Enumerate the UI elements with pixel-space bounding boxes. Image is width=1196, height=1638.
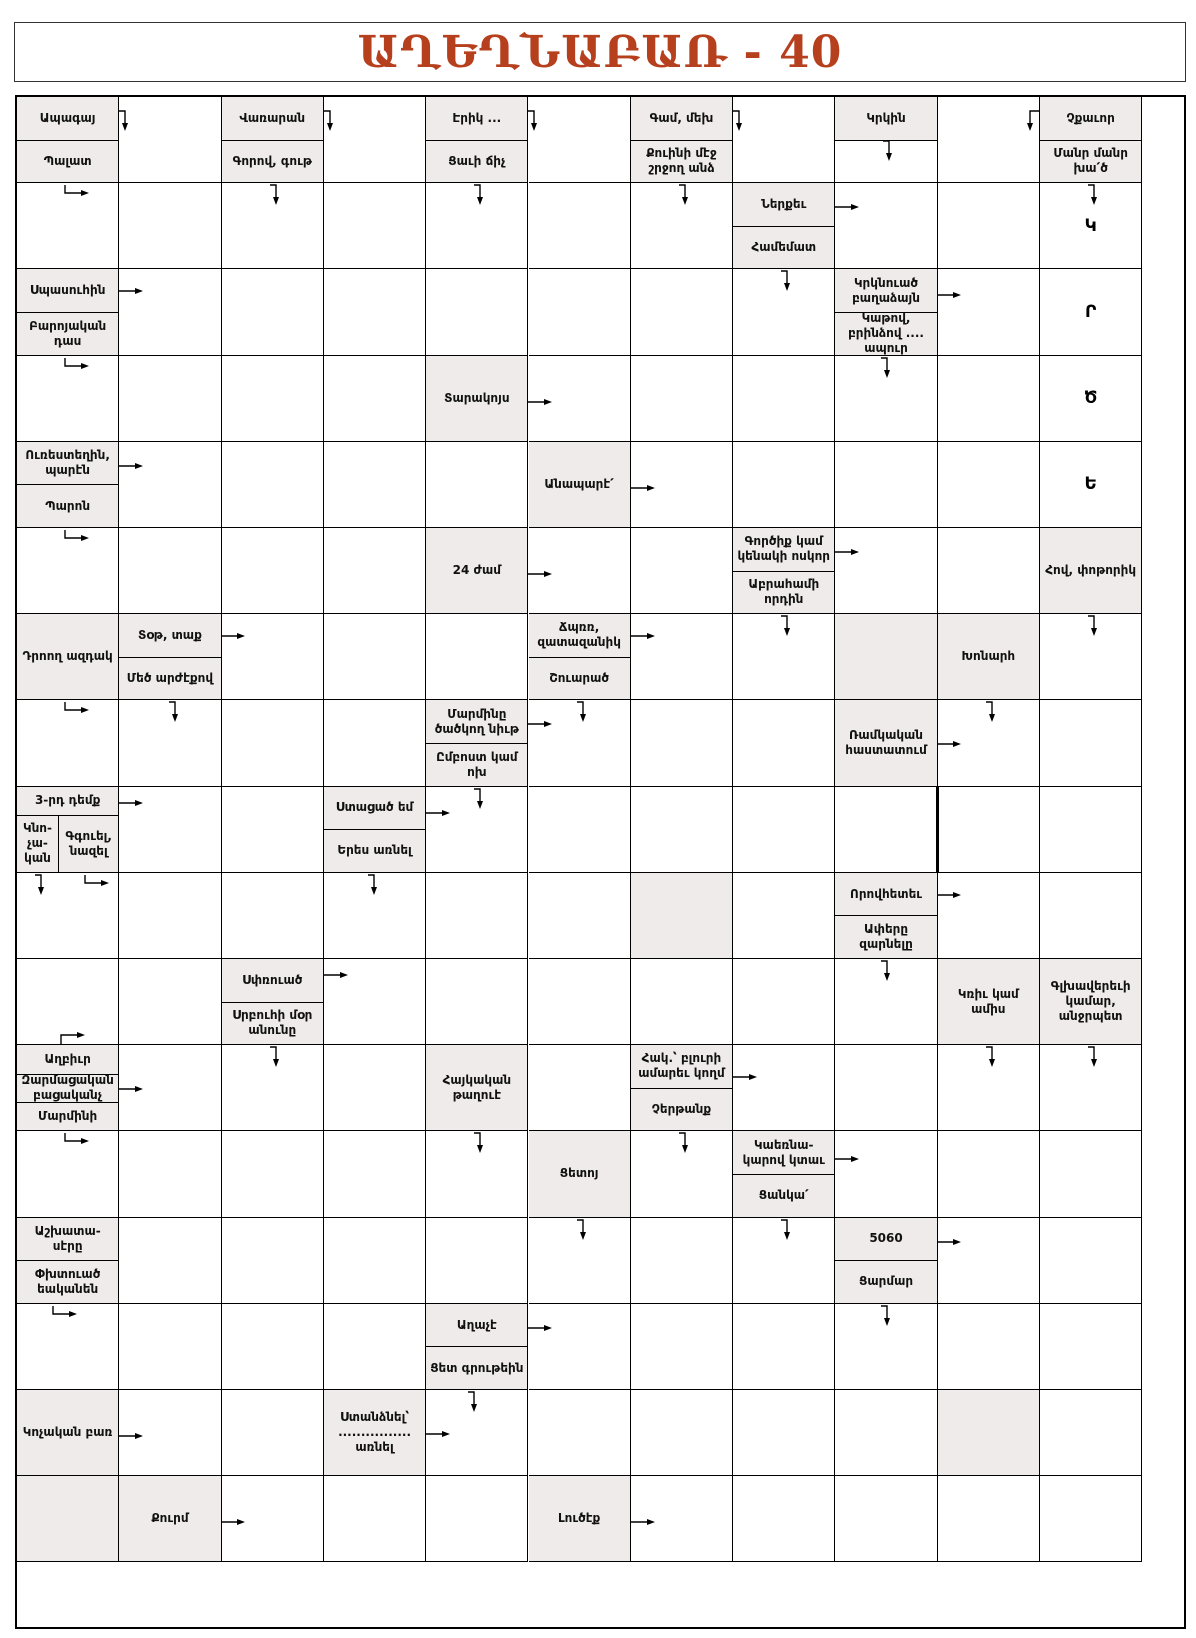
- blocked-cell: [835, 614, 937, 700]
- blocked-cell: [938, 1390, 1040, 1476]
- direction-arrow-icon: [270, 1047, 294, 1071]
- clue-cell: [426, 356, 528, 442]
- direction-arrow-icon: [883, 141, 907, 165]
- direction-arrow-icon: [881, 1306, 905, 1330]
- clue-text: Տօթ, տաք: [119, 614, 220, 657]
- clue-cell: [938, 614, 1040, 700]
- clue-cell: [324, 1390, 426, 1476]
- puzzle-title: ԱՂԵՂՆԱԲԱՌ - 40: [357, 26, 843, 78]
- grid-cell[interactable]: [324, 614, 426, 700]
- clue-text: Քուրմ: [119, 1476, 220, 1561]
- clue-text: Պալատ: [17, 140, 118, 183]
- direction-arrow-icon: [221, 632, 245, 656]
- clue-text: Համեմատ: [733, 226, 834, 269]
- direction-arrow-icon: [1026, 111, 1050, 135]
- grid-cell[interactable]: [222, 700, 324, 786]
- clue-text: Աղաչէ: [426, 1304, 527, 1347]
- clue-cell: [835, 1218, 937, 1304]
- clue-text: Էրիկ ...: [426, 97, 527, 140]
- clue-text: Աշխատա- սէրը: [17, 1218, 118, 1261]
- clue-text: Ստանձնել՝ ................ առնել: [324, 1390, 425, 1475]
- clue-text: Ափերը զարնելը: [835, 915, 936, 958]
- grid-cell[interactable]: [426, 614, 528, 700]
- direction-arrow-icon: [474, 185, 498, 209]
- grid-cell[interactable]: [529, 183, 631, 269]
- grid-cell[interactable]: [222, 1304, 324, 1390]
- clue-cell: [426, 1304, 528, 1390]
- direction-arrow-icon: [65, 185, 89, 209]
- grid-cell[interactable]: [631, 528, 733, 614]
- clue-text: Տարակոյս: [426, 356, 527, 441]
- grid-cell[interactable]: [426, 1476, 528, 1562]
- clue-text: Պարոն: [17, 484, 118, 527]
- clue-text: Ցարմար: [835, 1260, 936, 1303]
- clue-text: Չերթանք: [631, 1088, 732, 1131]
- direction-arrow-icon: [474, 1133, 498, 1157]
- grid-cell[interactable]: [631, 614, 733, 700]
- grid-cell[interactable]: [835, 1476, 937, 1562]
- direction-arrow-icon: [221, 1518, 245, 1542]
- clue-cell: [17, 787, 119, 873]
- grid-cell[interactable]: [1040, 269, 1142, 355]
- grid-cell[interactable]: [938, 528, 1040, 614]
- grid-cell[interactable]: [119, 528, 221, 614]
- clue-text: Կաթով, բրինձով .... ապուր: [835, 312, 936, 355]
- grid-cell[interactable]: [119, 97, 221, 183]
- clue-cell: [222, 959, 324, 1045]
- clue-text: Գլխավերեւի կամար, անջրպետ: [1040, 959, 1141, 1044]
- clue-cell: [17, 1390, 119, 1476]
- clue-cell: [733, 183, 835, 269]
- direction-arrow-icon: [119, 1432, 143, 1456]
- direction-arrow-icon: [65, 530, 89, 554]
- direction-arrow-icon: [986, 702, 1010, 726]
- clue-text: Ցետոյ: [529, 1131, 630, 1216]
- grid-cell[interactable]: [1040, 356, 1142, 442]
- clue-cell: [324, 787, 426, 873]
- direction-arrow-icon: [528, 111, 552, 135]
- clue-text: Մանր մանր խա՛ծ: [1040, 140, 1141, 183]
- grid-cell[interactable]: [835, 1045, 937, 1131]
- grid-cell[interactable]: [733, 97, 835, 183]
- clue-cell: [119, 614, 221, 700]
- grid-cell[interactable]: [324, 442, 426, 528]
- clue-text: Փխտուած եականեն: [17, 1260, 118, 1303]
- grid-cell[interactable]: [631, 1390, 733, 1476]
- grid-cell[interactable]: [324, 1304, 426, 1390]
- clue-text: Ըմբոստ կամ ոխ: [426, 743, 527, 786]
- grid-cell[interactable]: [733, 1390, 835, 1476]
- clue-text: Ցաւի ճիչ: [426, 140, 527, 183]
- direction-arrow-icon: [119, 799, 143, 823]
- grid-cell[interactable]: [733, 442, 835, 528]
- clue-text: Սրբուհի մօր անունը: [222, 1002, 323, 1045]
- grid-cell[interactable]: [1040, 1131, 1142, 1217]
- grid-letter: Կ: [1084, 215, 1097, 236]
- clue-text: Չքաւոր: [1040, 97, 1141, 140]
- direction-arrow-icon: [631, 632, 655, 656]
- grid-cell[interactable]: [222, 614, 324, 700]
- direction-arrow-icon: [1088, 185, 1112, 209]
- direction-arrow-icon: [835, 548, 859, 572]
- clue-text: 24 ժամ: [426, 528, 527, 613]
- grid-cell[interactable]: [426, 959, 528, 1045]
- clue-text: Գգուել, նազել: [59, 815, 118, 872]
- grid-cell[interactable]: [1040, 873, 1142, 959]
- grid-cell[interactable]: [733, 356, 835, 442]
- grid-cell[interactable]: [529, 269, 631, 355]
- grid-cell[interactable]: [529, 1045, 631, 1131]
- direction-arrow-icon: [679, 1133, 703, 1157]
- grid-cell[interactable]: [1040, 1304, 1142, 1390]
- clue-cell: [631, 1045, 733, 1131]
- clue-text: Զարմացական բացականչ: [17, 1074, 118, 1102]
- grid-cell[interactable]: [835, 1390, 937, 1476]
- clue-text: Ստացած եմ: [324, 787, 425, 830]
- clue-text: Ցանկա՛: [733, 1174, 834, 1217]
- clue-text: Որովհետեւ: [835, 873, 936, 916]
- grid-cell[interactable]: [222, 442, 324, 528]
- clue-text: Ռամկական հաստատում: [835, 700, 936, 785]
- grid-letter: Ե: [1084, 474, 1097, 495]
- grid-cell[interactable]: [222, 269, 324, 355]
- clue-text: Աբրահամի որդին: [733, 571, 834, 614]
- clue-text: Աղբիւր: [17, 1045, 118, 1073]
- grid-cell[interactable]: [938, 1476, 1040, 1562]
- direction-arrow-icon: [169, 702, 193, 726]
- grid-cell[interactable]: [733, 959, 835, 1045]
- clue-text: Մարմինի: [17, 1102, 118, 1130]
- direction-arrow-icon: [119, 1085, 143, 1109]
- grid-cell[interactable]: [938, 183, 1040, 269]
- grid-cell[interactable]: [426, 873, 528, 959]
- direction-arrow-icon: [468, 1392, 492, 1416]
- grid-cell[interactable]: [631, 700, 733, 786]
- grid-cell[interactable]: [222, 528, 324, 614]
- direction-arrow-icon: [119, 111, 143, 135]
- grid-cell[interactable]: [324, 1045, 426, 1131]
- grid-letter: Ծ: [1083, 388, 1098, 409]
- direction-arrow-icon: [528, 398, 552, 422]
- direction-arrow-icon: [631, 484, 655, 508]
- clue-cell: [733, 528, 835, 614]
- direction-arrow-icon: [426, 809, 450, 833]
- blocked-cell: [17, 1476, 119, 1562]
- clue-text: 3-րդ դեմք: [17, 787, 118, 815]
- grid-cell[interactable]: [119, 1304, 221, 1390]
- grid-cell[interactable]: [631, 959, 733, 1045]
- clue-cell: [426, 97, 528, 183]
- clue-cell: [17, 269, 119, 355]
- grid-cell[interactable]: [1040, 1476, 1142, 1562]
- grid-cell[interactable]: [631, 269, 733, 355]
- clue-text: Գործիք կամ կենակի ոսկոր: [733, 528, 834, 571]
- clue-text: Գամ, մեխ: [631, 97, 732, 140]
- direction-arrow-icon: [781, 616, 805, 640]
- direction-arrow-icon: [528, 720, 552, 744]
- grid-cell[interactable]: [324, 1476, 426, 1562]
- grid-cell[interactable]: [324, 269, 426, 355]
- clue-text: Հայկական թաղուէ: [426, 1045, 527, 1130]
- grid-cell[interactable]: [733, 700, 835, 786]
- clue-cell: [529, 1476, 631, 1562]
- direction-arrow-icon: [577, 702, 601, 726]
- grid-cell[interactable]: [119, 183, 221, 269]
- clue-text: Կրկնուած բաղաձայն: [835, 269, 936, 312]
- direction-arrow-icon: [835, 203, 859, 227]
- clue-text: Մարմինը ծածկող նիւթ: [426, 700, 527, 743]
- grid-cell[interactable]: [1040, 1390, 1142, 1476]
- direction-arrow-icon: [270, 185, 294, 209]
- direction-arrow-icon: [65, 702, 89, 726]
- clue-cell: [529, 442, 631, 528]
- direction-arrow-icon: [937, 740, 961, 764]
- grid-cell[interactable]: [222, 356, 324, 442]
- clue-text: Կոչական բառ: [17, 1390, 118, 1475]
- grid-cell[interactable]: [835, 442, 937, 528]
- grid-cell[interactable]: [631, 787, 733, 873]
- direction-arrow-icon: [528, 570, 552, 594]
- clue-text: Լուծէք: [529, 1476, 630, 1561]
- clue-text: Կնո- չա- կան: [17, 815, 59, 872]
- direction-arrow-icon: [85, 875, 109, 899]
- direction-arrow-icon: [986, 1047, 1010, 1071]
- clue-cell: [1040, 97, 1142, 183]
- clue-cell: [1040, 528, 1142, 614]
- direction-arrow-icon: [368, 875, 392, 899]
- grid-cell[interactable]: [733, 1304, 835, 1390]
- clue-text: Ուռեստեղին, պարէն: [17, 442, 118, 485]
- grid-cell[interactable]: [119, 1218, 221, 1304]
- direction-arrow-icon: [835, 1155, 859, 1179]
- grid-cell[interactable]: [1040, 442, 1142, 528]
- clue-cell: [17, 1218, 119, 1304]
- grid-cell[interactable]: [938, 787, 1040, 873]
- direction-arrow-icon: [61, 1031, 85, 1055]
- direction-arrow-icon: [1088, 1047, 1112, 1071]
- clue-text: Կաեռնա- կարով կտաւ: [733, 1131, 834, 1174]
- clue-cell: [119, 1476, 221, 1562]
- clue-text: Սփռուած: [222, 959, 323, 1002]
- direction-arrow-icon: [679, 185, 703, 209]
- clue-cell: [835, 269, 937, 355]
- grid-cell[interactable]: [1040, 700, 1142, 786]
- grid-cell[interactable]: [426, 442, 528, 528]
- grid-cell[interactable]: [733, 787, 835, 873]
- clue-text: 5060: [835, 1218, 936, 1261]
- title-banner: [14, 22, 1186, 82]
- clue-cell: [426, 1045, 528, 1131]
- clue-cell: [17, 1045, 119, 1131]
- grid-cell[interactable]: [529, 97, 631, 183]
- clue-text: Կրկին: [835, 97, 936, 140]
- grid-cell[interactable]: [938, 1131, 1040, 1217]
- clue-cell: [222, 97, 324, 183]
- grid-cell[interactable]: [938, 442, 1040, 528]
- clue-cell: [17, 614, 119, 700]
- direction-arrow-icon: [53, 1306, 77, 1330]
- direction-arrow-icon: [119, 462, 143, 486]
- direction-arrow-icon: [733, 111, 757, 135]
- grid-cell[interactable]: [324, 97, 426, 183]
- grid-cell[interactable]: [222, 787, 324, 873]
- direction-arrow-icon: [631, 1518, 655, 1542]
- direction-arrow-icon: [781, 271, 805, 295]
- clue-text: Մեծ արժէքով: [119, 657, 220, 700]
- clue-text: Հակ.՝ բլուրի ամարեւ կողմ: [631, 1045, 732, 1088]
- clue-text: Կռիւ կամ ամիս: [938, 959, 1039, 1044]
- clue-text: Ցետ գրութեին: [426, 1346, 527, 1389]
- grid-cell[interactable]: [119, 356, 221, 442]
- clue-text: Շուարած: [529, 657, 630, 700]
- grid-cell[interactable]: [1040, 1218, 1142, 1304]
- grid-cell[interactable]: [733, 873, 835, 959]
- clue-text: Քուինի մէջ շրջող անձ: [631, 140, 732, 183]
- direction-arrow-icon: [733, 1073, 757, 1097]
- direction-arrow-icon: [65, 1133, 89, 1157]
- grid-cell[interactable]: [119, 269, 221, 355]
- direction-arrow-icon: [577, 1220, 601, 1244]
- grid-cell[interactable]: [631, 1218, 733, 1304]
- grid-cell[interactable]: [324, 528, 426, 614]
- grid-cell[interactable]: [1040, 787, 1142, 873]
- clue-cell: [17, 97, 119, 183]
- clue-cell: [733, 1131, 835, 1217]
- blocked-cell: [631, 873, 733, 959]
- clue-cell: [426, 528, 528, 614]
- grid-cell[interactable]: [938, 356, 1040, 442]
- grid-cell[interactable]: [222, 1390, 324, 1476]
- clue-text: Երես առնել: [324, 829, 425, 872]
- grid-cell[interactable]: [938, 873, 1040, 959]
- clue-cell: [529, 614, 631, 700]
- direction-arrow-icon: [324, 111, 348, 135]
- grid-cell[interactable]: [631, 356, 733, 442]
- grid-cell[interactable]: [529, 873, 631, 959]
- clue-text: Բարոյական դաս: [17, 312, 118, 355]
- grid-cell[interactable]: [631, 1304, 733, 1390]
- crossword-grid: [15, 95, 1186, 1629]
- direction-arrow-icon: [937, 1238, 961, 1262]
- grid-letter: Ր: [1084, 301, 1097, 322]
- direction-arrow-icon: [324, 971, 348, 995]
- grid-cell[interactable]: [733, 1476, 835, 1562]
- grid-cell[interactable]: [324, 183, 426, 269]
- clue-text: Գորով, գութ: [222, 140, 323, 183]
- direction-arrow-icon: [881, 961, 905, 985]
- clue-text: Խոնարհ: [938, 614, 1039, 699]
- grid-cell[interactable]: [324, 1218, 426, 1304]
- direction-arrow-icon: [35, 875, 59, 899]
- clue-text: Սպասուհին: [17, 269, 118, 312]
- clue-text: Վառարան: [222, 97, 323, 140]
- grid-cell[interactable]: [119, 959, 221, 1045]
- clue-text: Ներքեւ: [733, 183, 834, 226]
- clue-text: Ճպռռ, զատազանիկ: [529, 614, 630, 657]
- direction-arrow-icon: [1088, 616, 1112, 640]
- grid-cell[interactable]: [938, 1304, 1040, 1390]
- clue-cell: [17, 442, 119, 528]
- grid-cell[interactable]: [835, 787, 937, 873]
- direction-arrow-icon: [426, 1430, 450, 1454]
- clue-cell: [835, 700, 937, 786]
- clue-cell: [938, 959, 1040, 1045]
- grid-cell[interactable]: [529, 787, 631, 873]
- grid-cell[interactable]: [222, 1131, 324, 1217]
- direction-arrow-icon: [937, 891, 961, 915]
- direction-arrow-icon: [474, 789, 498, 813]
- grid-cell[interactable]: [119, 873, 221, 959]
- grid-cell[interactable]: [222, 1218, 324, 1304]
- clue-text: Անապարէ՛: [529, 442, 630, 527]
- direction-arrow-icon: [65, 358, 89, 382]
- grid-cell[interactable]: [426, 1218, 528, 1304]
- grid-cell[interactable]: [938, 97, 1040, 183]
- direction-arrow-icon: [937, 291, 961, 315]
- grid-cell[interactable]: [324, 356, 426, 442]
- grid-cell[interactable]: [119, 1131, 221, 1217]
- direction-arrow-icon: [881, 358, 905, 382]
- clue-cell: [426, 700, 528, 786]
- grid-cell[interactable]: [426, 269, 528, 355]
- heavy-divider: [936, 787, 939, 873]
- direction-arrow-icon: [781, 1220, 805, 1244]
- grid-cell[interactable]: [324, 1131, 426, 1217]
- direction-arrow-icon: [119, 287, 143, 311]
- direction-arrow-icon: [528, 1324, 552, 1348]
- grid-cell[interactable]: [529, 959, 631, 1045]
- clue-text: Դրոող ազդակ: [17, 614, 118, 699]
- clue-cell: [1040, 959, 1142, 1045]
- clue-cell: [835, 873, 937, 959]
- grid-cell[interactable]: [324, 700, 426, 786]
- grid-cell[interactable]: [222, 873, 324, 959]
- clue-text: Հով, փոթորիկ: [1040, 528, 1141, 613]
- clue-cell: [529, 1131, 631, 1217]
- clue-cell: [631, 97, 733, 183]
- clue-text: Ապագայ: [17, 97, 118, 140]
- grid-cell[interactable]: [529, 1390, 631, 1476]
